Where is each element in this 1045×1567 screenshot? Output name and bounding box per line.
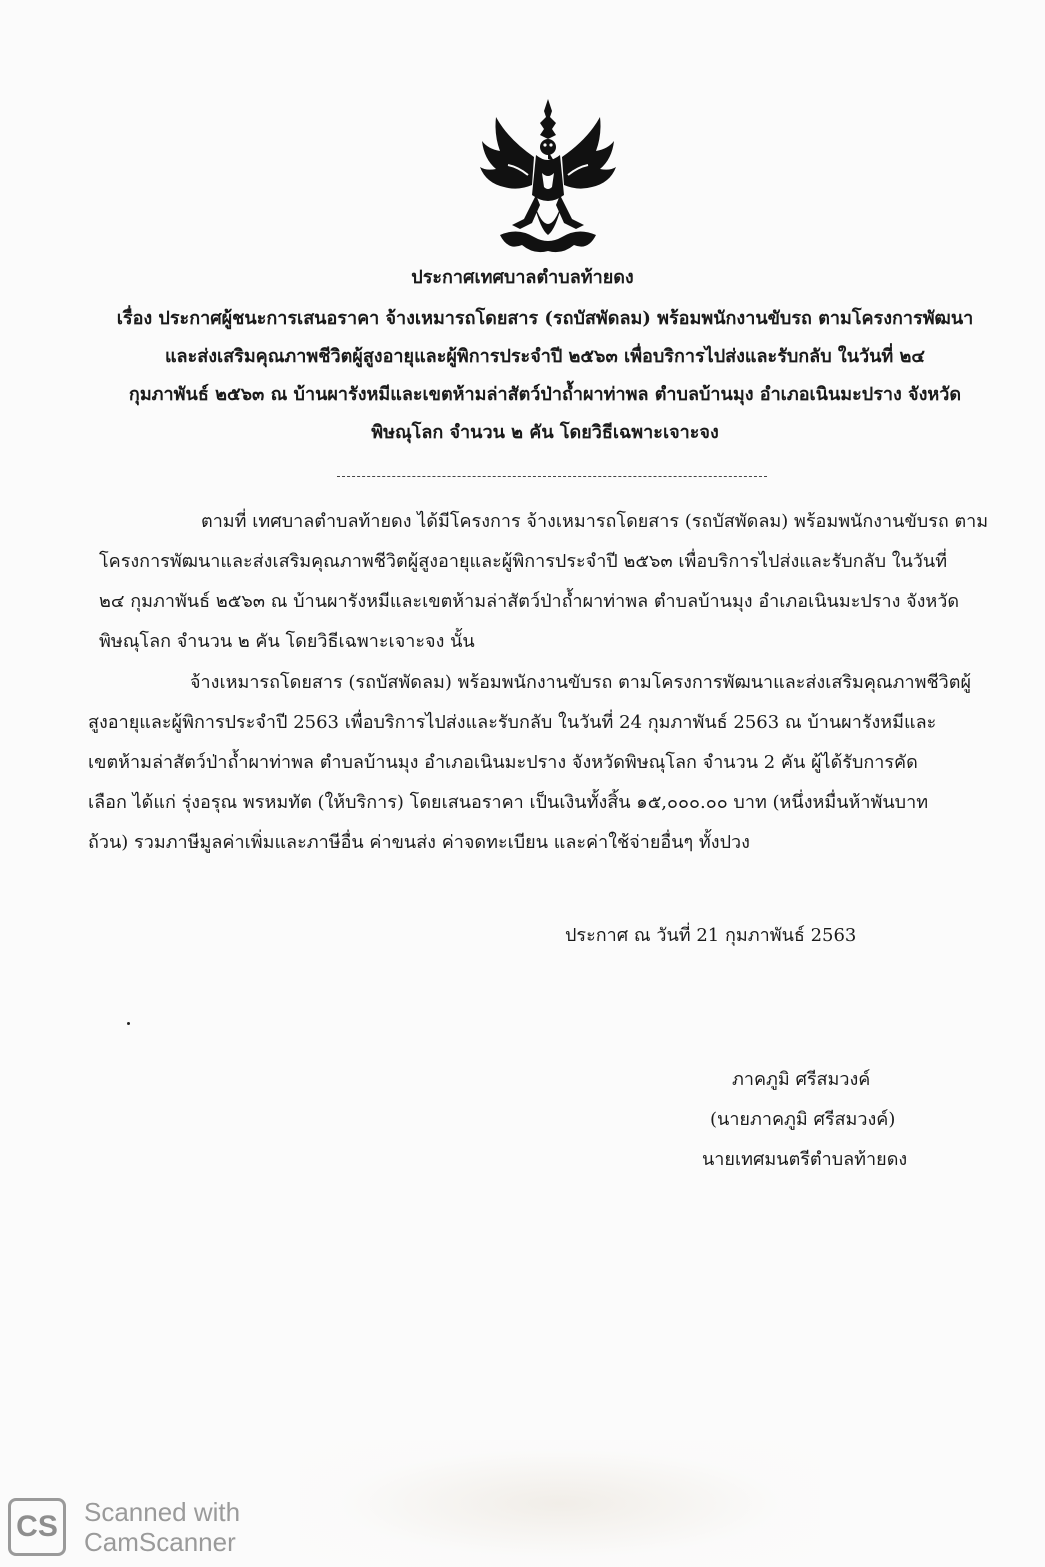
paragraph-line: เลือก ได้แก่ รุ่งอรุณ พรหมทัต (ให้บริการ) โดยเสนอราคา เป็นเงินทั้งสิ้น ๑๕,๐๐๐.๐๐ บาท (หนึ่งหมื่นห้าพันบาท xyxy=(88,792,929,813)
paragraph-line: ตามที่ เทศบาลตำบลท้ายดง ได้มีโครงการ จ้างเหมารถโดยสาร (รถบัสพัดลม) พร้อมพนักงานขับรถ ตาม xyxy=(201,511,989,532)
watermark-line: Scanned with xyxy=(84,1497,241,1527)
signed-name: ภาคภูมิ ศรีสมวงค์ xyxy=(732,1069,871,1090)
signer-position: นายเทศมนตรีตำบลท้ายดง xyxy=(702,1149,908,1170)
paragraph-line: สูงอายุและผู้พิการประจำปี 2563 เพื่อบริการไปส่งและรับกลับ ในวันที่ 24 กุมภาพันธ์ 2563 ณ บ้านผารังหมีและ xyxy=(88,712,937,733)
camscanner-watermark xyxy=(8,1492,278,1562)
subject-line: และส่งเสริมคุณภาพชีวิตผู้สูงอายุและผู้พิการประจำปี ๒๕๖๓ เพื่อบริการไปส่งและรับกลับ ในวันที่ ๒๔ xyxy=(164,346,926,367)
paragraph-line: จ้างเหมารถโดยสาร (รถบัสพัดลม) พร้อมพนักงานขับรถ ตามโครงการพัฒนาและส่งเสริมคุณภาพชีวิตผู้ xyxy=(190,672,972,693)
subject-line: เรื่อง ประกาศผู้ชนะการเสนอราคา จ้างเหมารถโดยสาร (รถบัสพัดลม) พร้อมพนักงานขับรถ ตามโครงการพัฒนา xyxy=(116,308,974,329)
announce-date: ประกาศ ณ วันที่ 21 กุมภาพันธ์ 2563 xyxy=(565,925,857,946)
watermark-line: CamScanner xyxy=(84,1527,236,1557)
body-paragraph-1 xyxy=(99,502,999,662)
subject-line: กุมภาพันธ์ ๒๕๖๓ ณ บ้านผารังหมีและเขตห้ามล่าสัตว์ป่าถ้ำผาท่าพล ตำบลบ้านมุง อำเภอเนินมะปราง จังหวัด xyxy=(128,384,962,405)
paragraph-line: เขตห้ามล่าสัตว์ป่าถ้ำผาท่าพล ตำบลบ้านมุง อำเภอเนินมะปราง จังหวัดพิษณุโลก จำนวน 2 คัน ผู้ได้รับการคัด xyxy=(88,752,918,773)
signature-block xyxy=(660,1060,980,1180)
document-subject xyxy=(100,300,990,452)
paragraph-line: ถ้วน) รวมภาษีมูลค่าเพิ่มและภาษีอื่น ค่าขนส่ง ค่าจดทะเบียน และค่าใช้จ่ายอื่นๆ ทั้งปวง xyxy=(88,832,750,853)
section-divider xyxy=(337,476,767,477)
document-title: ประกาศเทศบาลตำบลท้ายดง xyxy=(411,267,634,288)
stray-mark xyxy=(127,1022,130,1025)
paragraph-line: โครงการพัฒนาและส่งเสริมคุณภาพชีวิตผู้สูงอายุและผู้พิการประจำปี ๒๕๖๓ เพื่อบริการไปส่งและรับกลับ ในวันที่ xyxy=(99,551,948,572)
camscanner-logo-icon: CS xyxy=(8,1498,66,1556)
camscanner-text xyxy=(84,1497,240,1557)
subject-line: พิษณุโลก จำนวน ๒ คัน โดยวิธีเฉพาะเจาะจง xyxy=(371,422,719,443)
body-paragraph-2 xyxy=(88,663,1003,863)
garuda-emblem-icon xyxy=(478,95,618,260)
signer-full-name: (นายภาคภูมิ ศรีสมวงค์) xyxy=(710,1109,896,1130)
scan-smudge xyxy=(300,1440,820,1567)
paragraph-line: ๒๔ กุมภาพันธ์ ๒๕๖๓ ณ บ้านผารังหมีและเขตห้ามล่าสัตว์ป่าถ้ำผาท่าพล ตำบลบ้านมุง อำเภอเนินมะปราง จังหวัด xyxy=(99,591,960,612)
paragraph-line: พิษณุโลก จำนวน ๒ คัน โดยวิธีเฉพาะเจาะจง นั้น xyxy=(99,631,475,652)
